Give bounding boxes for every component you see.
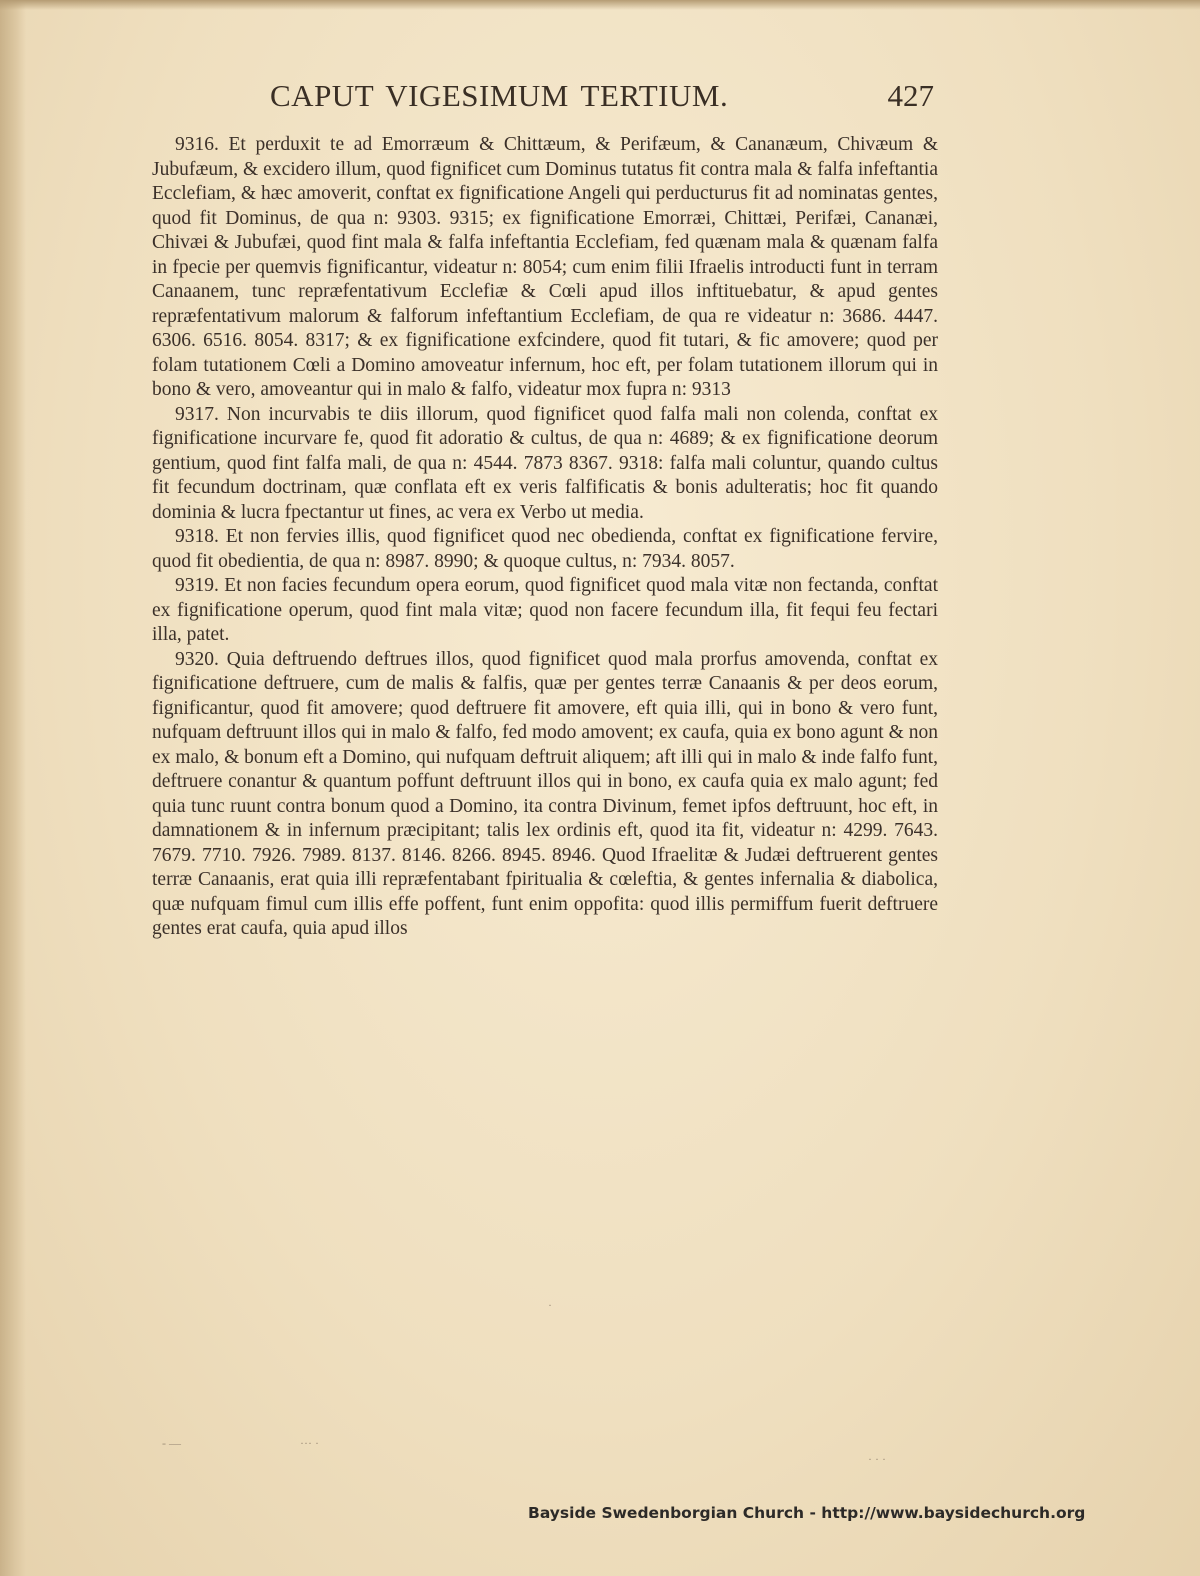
paragraph-9316: [152, 133, 938, 403]
section-number: 9320.: [175, 648, 219, 670]
paragraph-9317: [152, 403, 938, 526]
running-title: CAPUT VIGESIMUM TERTIUM.: [270, 78, 729, 113]
paragraph-text: Et non fervies illis, quod fignificet quod nec obedienda, conftat ex fignificatione fervire, quod fit obedientia, de qua n: 8987. 8990; & quoque cultus, n: 7934. 8057.: [152, 526, 939, 572]
section-number: 9318.: [175, 526, 219, 547]
paragraph-9320: [152, 648, 938, 942]
section-number: 9319.: [175, 575, 219, 596]
paper-speck: ·: [548, 1298, 552, 1312]
section-number: 9317.: [175, 403, 219, 425]
paragraph-text: Et non facies fecundum opera eorum, quod fignificet quod mala vitæ non fectanda, conftat ex fignificatione operum, quod fint mala vitæ; quod non facere fecundum illa, fit fequi feu fectari illa, patet.: [152, 575, 938, 645]
paragraph-9319: [152, 574, 938, 648]
paper-speck: - ―: [162, 1436, 181, 1450]
paragraph-9318: [152, 525, 938, 574]
paper-speck: · · ·: [868, 1452, 886, 1466]
page-gutter-shadow: [0, 0, 26, 1576]
page-body: [152, 133, 938, 1273]
section-number: 9316.: [175, 134, 219, 155]
page-number: 427: [887, 78, 934, 113]
page-header: [270, 78, 960, 122]
footer-credit: Bayside Swedenborgian Church - http://www.baysidechurch.org: [528, 1504, 1086, 1522]
paragraph-text: Et perduxit te ad Emorræum & Chittæum, & Perifæum, & Cananæum, Chivæum & Jubufæum, & excidero illum, quod fignificet cum Dominus tutatus fit contra mala & falfa infeftantia Ecclefiam, & hæc amoverit, conftat ex fignificatione Angeli qui perducturus fit ad nominatas gentes, quod fit Dominus, de qua n: 9303. 9315; ex fignificatione Emorræi, Chittæi, Perifæi, Cananæi, Chivæi & Jubufæi, quod fint mala & falfa infeftantia Ecclefiam, fed quænam mala & quænam falfa in fpecie per quemvis fignificantur, videatur n: 8054; cum enim filii Ifraelis introducti funt in terram Canaanem, tunc repræfentativum Ecclefiæ & Cœli apud illos inftituebatur, & apud gentes repræfentativum malorum & falforum infeftantium Ecclefiam, de qua re videatur n: 3686. 4447. 6306. 6516. 8054. 8317; & ex fignificatione exfcindere, quod fit tutari, & fic amovere; quod per folam tutationem Cœli a Domino amoveatur infernum, hoc eft, per folam tutationem illorum qui in bono & vero, amoveantur qui in malo & falfo, videatur mox fupra n: 9313: [152, 134, 939, 400]
paragraph-text: Quia deftruendo deftrues illos, quod fignificet quod mala prorfus amovenda, conftat ex fignificatione deftruere, cum de malis & falfis, quæ per gentes terræ Canaanis & per deos eorum, fignificantur, quod fit amovere; quod deftruere fit amovere, eft quia illi, qui in bono & vero funt, nufquam deftruunt illos qui in malo & falfo, fed modo amovent; ex caufa, quia ex bono agunt & non ex malo, & bonum eft a Domino, qui nufquam deftruit aliquem; aft illi qui in malo & inde falfo funt, deftruere conantur & quantum poffunt deftruunt illos qui in bono, ex caufa quia ex malo agunt; fed quia tunc ruunt contra bonum quod a Domino, ita contra Divinum, femet ipfos deftruunt, hoc eft, in damnationem & in infernum præcipitant; talis lex ordinis eft, quod ita fit, videatur n: 4299. 7643. 7679. 7710. 7926. 7989. 8137. 8146. 8266. 8945. 8946. Quod Ifraelitæ & Judæi deftruerent gentes terræ Canaanis, erat quia illi repræfentabant fpiritualia & cœleftia, & gentes infernalia & diabolica, quæ nufquam fimul cum illis effe poffent, funt enim oppofita: quod illis permiffum fuerit deftruere gentes erat caufa, quia apud illos: [152, 648, 938, 939]
paragraph-text: Non incurvabis te diis illorum, quod fignificet quod falfa mali non colenda, conftat ex fignificatione incurvare fe, quod fit adoratio & cultus, de qua n: 4689; & ex fignificatione deorum gentium, quod fint falfa mali, de qua n: 4544. 7873 8367. 9318: falfa mali coluntur, quando cultus fit fecundum doctrinam, quæ conflata eft ex veris falfificatis & bonis adulteratis; hoc fit quando dominia & lucra fpectantur ut fines, ac vera ex Verbo ut media.: [152, 403, 938, 523]
paper-speck: ··· ·: [300, 1436, 319, 1450]
page-top-edge: [0, 0, 1200, 10]
